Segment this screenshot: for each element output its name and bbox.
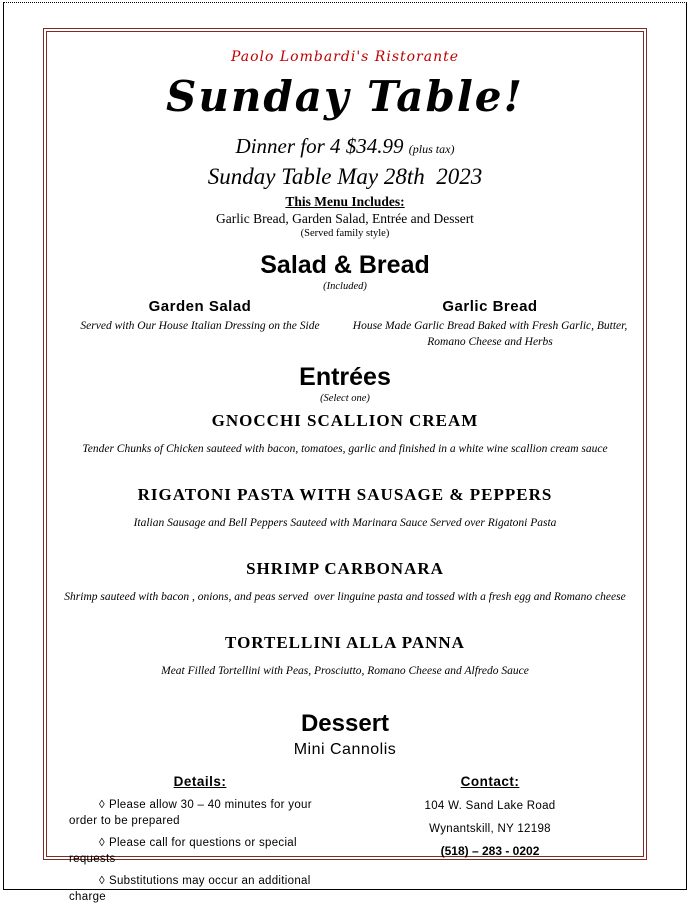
section-heading-entrees: Entrées [299, 363, 391, 391]
entree-item [55, 632, 635, 679]
section-heading-dessert: Dessert [300, 710, 390, 737]
price-text: Dinner for 4 $34.99 [235, 134, 404, 158]
entree-name-gnocchi: GNOCCHI SCALLION CREAM [211, 411, 479, 430]
details-item [69, 797, 335, 829]
entree-name-tortellini: TORTELLINI ALLA PANNA [225, 633, 465, 652]
contact-address-city: Wynantskill, NY 12198 [429, 823, 551, 835]
details-item-text: Substitutions may occur an additional charge [69, 875, 311, 903]
section-heading-salad-bread: Salad & Bread [260, 251, 430, 279]
document-page [3, 2, 687, 903]
entree-desc-rigatoni: Italian Sausage and Bell Peppers Sauteed with Marinara Sauce Served over Rigatoni Pasta [133, 517, 557, 529]
garden-salad-column [55, 297, 345, 350]
details-heading: Details: [173, 774, 227, 789]
details-item [69, 835, 335, 867]
details-item [69, 873, 335, 905]
dessert-item: Mini Cannolis [293, 741, 397, 758]
contact-heading: Contact: [460, 774, 520, 789]
diamond-bullet-icon: ◊ [99, 875, 105, 887]
entree-item [55, 558, 635, 605]
diamond-bullet-icon: ◊ [99, 837, 105, 849]
price-line [55, 134, 635, 162]
details-list [55, 797, 345, 905]
entree-desc-shrimp: Shrimp sauteed with bacon , onions, and peas served over linguine pasta and tossed with a fresh egg and Romano cheese [64, 591, 626, 603]
includes-heading: This Menu Includes: [285, 194, 405, 209]
contact-column [345, 773, 635, 905]
entree-desc-gnocchi: Tender Chunks of Chicken sauteed with bacon, tomatoes, garlic and finished in a white wine scallion cream sauce [82, 443, 608, 455]
entree-name-rigatoni: RIGATONI PASTA WITH SAUSAGE & PEPPERS [137, 485, 553, 504]
entree-item [55, 410, 635, 457]
details-item-text: Please call for questions or special requests [69, 837, 297, 865]
price-note: (plus tax) [408, 142, 455, 156]
menu-date: Sunday Table May 28th 2023 [207, 164, 483, 189]
contact-address-street: 104 W. Sand Lake Road [424, 800, 556, 812]
entree-desc-tortellini: Meat Filled Tortellini with Peas, Prosciutto, Romano Cheese and Alfredo Sauce [161, 665, 529, 677]
item-desc-garden-salad: Served with Our House Italian Dressing on the Side [80, 320, 320, 332]
item-name-garlic-bread: Garlic Bread [442, 298, 538, 315]
menu-content-area [46, 31, 644, 903]
entree-name-shrimp: SHRIMP CARBONARA [246, 559, 444, 578]
includes-items: Garlic Bread, Garden Salad, Entrée and Dessert [216, 211, 474, 226]
details-item-text: Please allow 30 – 40 minutes for your order to be prepared [69, 799, 312, 827]
diamond-bullet-icon: ◊ [99, 799, 105, 811]
salad-bread-columns [55, 297, 635, 350]
footer [55, 773, 635, 905]
entrees-note: (Select one) [320, 393, 370, 404]
details-column [55, 773, 345, 905]
item-desc-garlic-bread: House Made Garlic Bread Baked with Fresh Garlic, Butter, Romano Cheese and Herbs [352, 320, 631, 348]
salad-bread-note: (Included) [323, 281, 367, 292]
decorative-double-border [43, 28, 647, 903]
contact-phone: (518) – 283 - 0202 [440, 844, 540, 858]
entree-item [55, 484, 635, 531]
garlic-bread-column [345, 297, 635, 350]
includes-note: (Served family style) [300, 228, 390, 239]
restaurant-name: Paolo Lombardi's Ristorante [230, 49, 460, 65]
item-name-garden-salad: Garden Salad [148, 298, 252, 315]
menu-title: Sunday Table! [166, 72, 524, 121]
